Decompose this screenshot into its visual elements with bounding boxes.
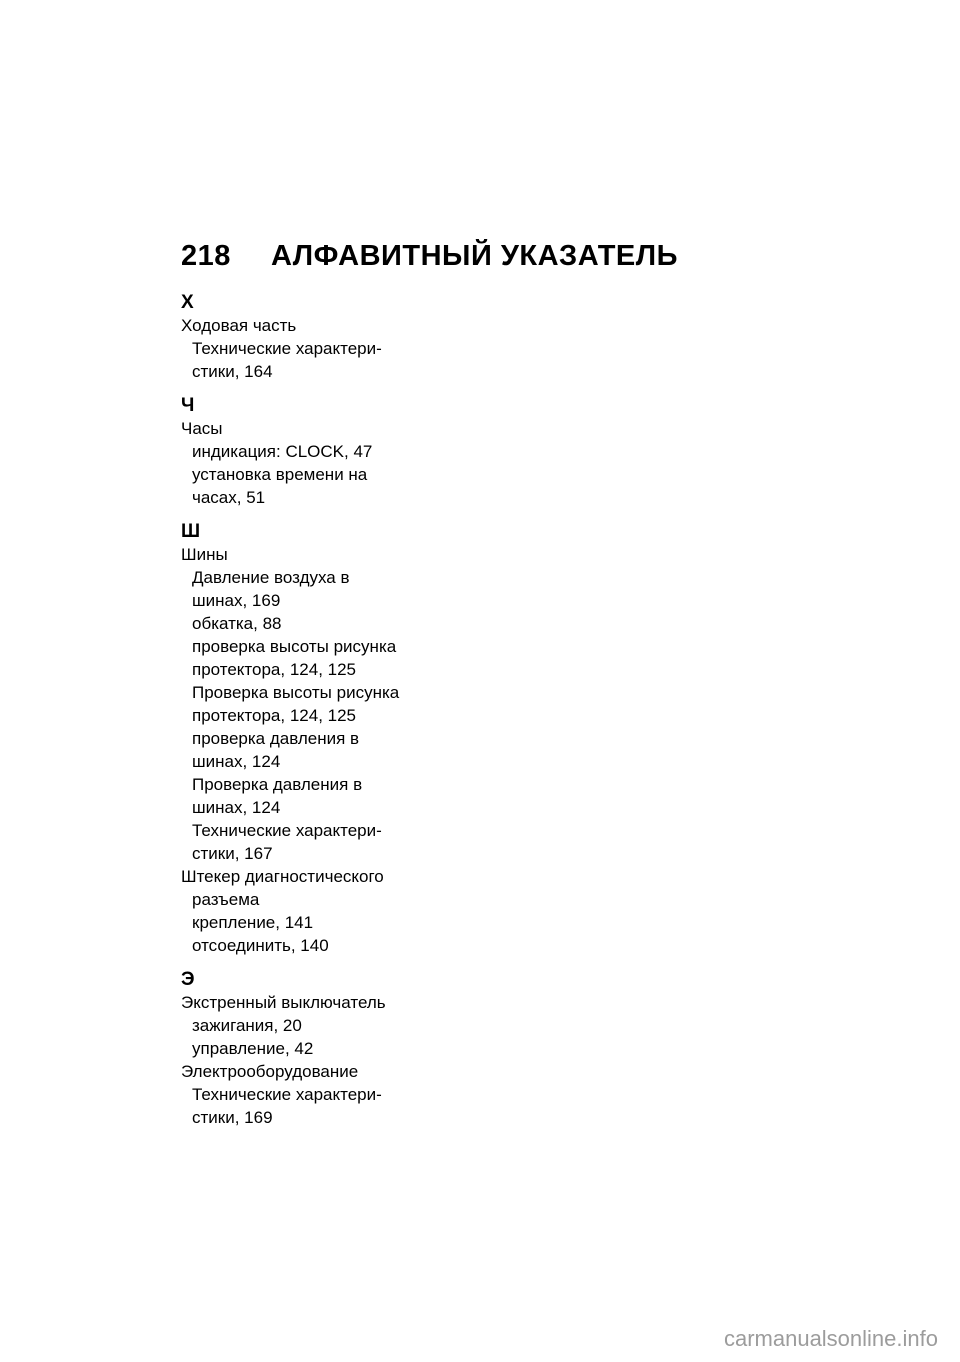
section-letter: Х: [181, 292, 194, 313]
index-entry: Электрооборудование: [181, 1062, 359, 1081]
index-subentry: крепление, 141: [192, 913, 314, 932]
index-subentry: установка времени на: [192, 465, 368, 484]
index-subentry: стики, 167: [192, 844, 273, 863]
index-section: [181, 969, 441, 1129]
index-subentry: обкатка, 88: [192, 614, 282, 633]
index-subentry: Проверка высоты рисунка: [192, 683, 400, 702]
index-subentry: протектора, 124, 125: [192, 706, 356, 725]
index-column: [181, 292, 441, 1129]
index-subentry: Давление воздуха в: [192, 568, 350, 587]
index-subentry: шинах, 169: [192, 591, 281, 610]
index-subentry: зажигания, 20: [192, 1016, 302, 1035]
page-number: 218: [181, 240, 231, 272]
index-subentry: Технические характери-: [192, 821, 382, 840]
index-subentry: шинах, 124: [192, 798, 281, 817]
watermark: carmanualsonline.info: [723, 1326, 938, 1351]
index-subentry: проверка высоты рисунка: [192, 637, 397, 656]
index-subentry: управление, 42: [192, 1039, 314, 1058]
section-letter: Э: [181, 969, 195, 990]
index-section: [181, 521, 441, 957]
section-letter: Ч: [181, 395, 195, 416]
index-subentry: разъема: [192, 890, 260, 909]
index-subentry: Технические характери-: [192, 1085, 382, 1104]
index-subentry: стики, 164: [192, 362, 273, 381]
index-subentry: проверка давления в: [192, 729, 360, 748]
index-entry: Штекер диагностического: [181, 867, 384, 886]
index-entry: Часы: [181, 419, 223, 438]
index-subentry: протектора, 124, 125: [192, 660, 356, 679]
section-spacer: [181, 383, 441, 395]
index-subentry: стики, 169: [192, 1108, 273, 1127]
section-spacer: [181, 957, 441, 969]
index-subentry: отсоединить, 140: [192, 936, 329, 955]
index-subentry: Проверка давления в: [192, 775, 363, 794]
page-title: АЛФАВИТНЫЙ УКАЗАТЕЛЬ: [271, 240, 678, 272]
index-subentry: часах, 51: [192, 488, 266, 507]
index-subentry: индикация: CLOCK, 47: [192, 442, 373, 461]
index-entry: Экстренный выключатель: [181, 993, 386, 1012]
index-entry: Шины: [181, 545, 228, 564]
page-header: [181, 240, 678, 280]
section-letter: Ш: [181, 521, 201, 542]
index-entry: Ходовая часть: [181, 316, 297, 335]
index-section: [181, 395, 441, 509]
index-section: [181, 292, 441, 383]
index-subentry: шинах, 124: [192, 752, 281, 771]
section-spacer: [181, 509, 441, 521]
index-subentry: Технические характери-: [192, 339, 382, 358]
